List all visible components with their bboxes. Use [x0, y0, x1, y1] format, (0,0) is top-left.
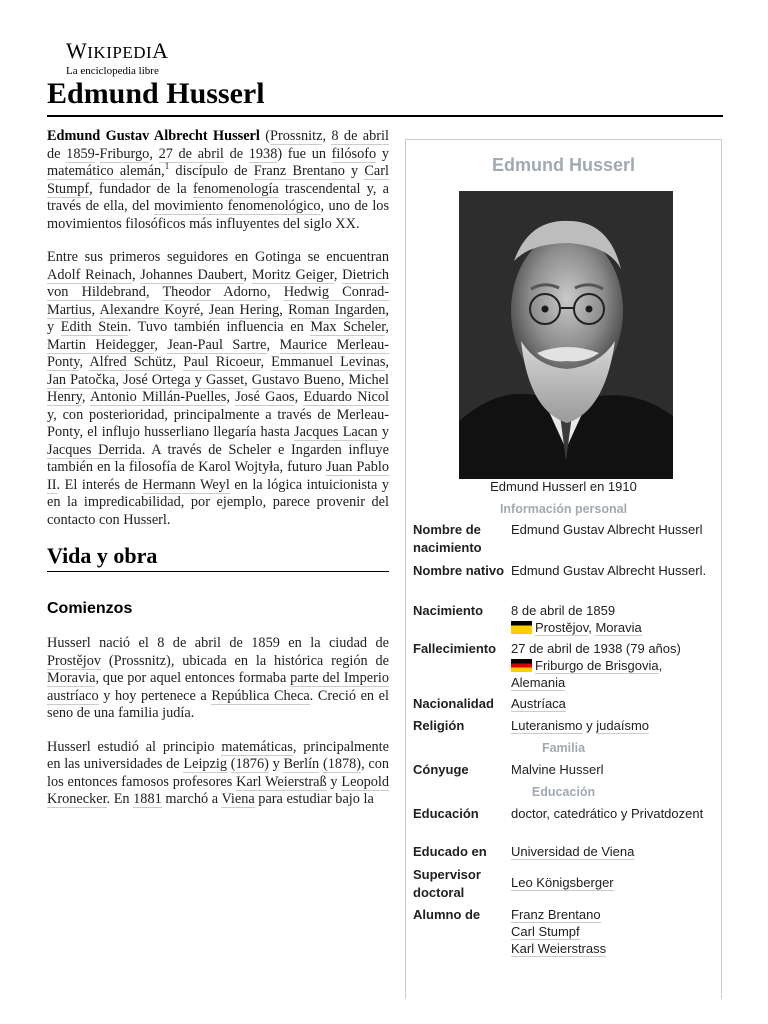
link-person[interactable]: Jean-Paul Sartre — [167, 336, 267, 353]
section-family: Familia — [541, 741, 586, 755]
link-1876[interactable]: (1876) — [230, 756, 269, 772]
portrait-caption: Edmund Husserl en 1910 — [490, 479, 637, 494]
link-person[interactable]: Michel Henry — [47, 371, 389, 405]
label-religion: Religión — [413, 718, 465, 733]
link-universidad-viena[interactable]: Universidad de Viena — [511, 844, 635, 859]
link-luteranismo[interactable]: Luteranismo — [511, 718, 583, 733]
link-person[interactable]: Jan Patočka — [47, 371, 116, 388]
link-stumpf[interactable]: Carl Stumpf — [47, 163, 389, 197]
infobox — [405, 139, 722, 999]
wikipedia-logo[interactable] — [66, 40, 169, 77]
link-prostejov[interactable]: Prostějov — [47, 652, 102, 669]
link-person[interactable]: José Gaos — [235, 389, 295, 405]
wikipedia-wordmark: WIKIPEDIA — [66, 38, 169, 63]
link-person[interactable]: Moritz Geiger — [251, 266, 334, 283]
link-person[interactable]: Alexandre Koyré — [99, 301, 201, 318]
link-teacher[interactable]: Karl Weierstrass — [511, 941, 607, 956]
link-judaismo[interactable]: judaísmo — [596, 718, 650, 733]
link-friburgo-infobox[interactable]: Friburgo de Brisgovia — [535, 658, 659, 673]
value-nombre-nativo: Edmund Gustav Albrecht Husserl. — [511, 563, 707, 578]
label-alumno-de: Alumno de — [413, 907, 481, 922]
link-1938[interactable]: 1938 — [248, 145, 278, 162]
link-person[interactable]: Johannes Daubert — [140, 266, 244, 283]
link-filosofo[interactable]: filósofo — [331, 145, 377, 162]
value-educacion: doctor, catedrático y Privatdozent — [511, 806, 704, 821]
intro-paragraph: Edmund Gustav Albrecht Husserl (Prossnitz, 8 de abril de 1859-Friburgo, 27 de abril de 1938) fue un filósofo y matemático alemán,$^1$ discípulo de Franz Brentano y Carl Stumpf, fundador de la fenomenología trascendental y, a través de ella, del movimiento fenomenológico, uno de los movimientos filosóficos más influyentes del siglo XX. — [47, 128, 390, 232]
value-nacimiento: 8 de abril de 1859 Prostějov, Moravia — [511, 602, 716, 636]
link-matematico[interactable]: matemático alemán — [47, 163, 162, 179]
value-supervisor — [511, 874, 716, 891]
link-prostejov-infobox[interactable]: Prostějov — [535, 620, 589, 635]
portrait-illustration — [459, 191, 673, 479]
label-conyuge: Cónyuge — [413, 762, 469, 777]
label-supervisor: Supervisor doctoral — [413, 867, 481, 900]
link-person[interactable]: Theodor Adorno — [162, 284, 267, 300]
link-death-date[interactable]: 27 de abril — [158, 145, 224, 162]
link-person[interactable]: Jacques Lacan — [294, 424, 378, 440]
link-viena[interactable]: Viena — [221, 791, 255, 807]
link-person[interactable]: Hedwig Conrad-Martius — [47, 284, 390, 318]
link-person[interactable]: Jacques Derrida — [47, 441, 142, 458]
label-fallecimiento: Fallecimiento — [413, 641, 497, 656]
link-teacher[interactable]: Carl Stumpf — [511, 924, 580, 939]
wikipedia-tagline: La enciclopedia libre — [66, 65, 159, 77]
link-alemania[interactable]: Alemania — [511, 675, 566, 690]
studies-paragraph: Husserl estudió al principio matemáticas, principalmente en las universidades de Leipzig (1876) y Berlín (1878), con los entonces famosos profesores Karl Weierstraß y Leopold Kronecker. En 1881 marchó a Viena para estudiar bajo la — [47, 738, 390, 807]
link-person[interactable]: Hermann Weyl — [142, 476, 230, 493]
birth-date: 8 de abril de 1859 — [511, 603, 616, 618]
value-fallecimiento: 27 de abril de 1938 (79 años) Friburgo de Brisgovia, Alemania — [511, 640, 716, 691]
value-nacionalidad — [511, 695, 716, 712]
section-personal-info: Información personal — [499, 502, 628, 516]
link-person[interactable]: Eduardo Nicol — [303, 389, 389, 405]
value-nombre-nacimiento: Edmund Gustav Albrecht Husserl — [511, 522, 703, 537]
title-divider — [47, 115, 723, 117]
link-person[interactable]: Adolf Reinach — [47, 266, 132, 283]
link-person[interactable]: Dietrich von Hildebrand — [47, 266, 389, 300]
link-konigsberger[interactable]: Leo Königsberger — [511, 875, 614, 890]
link-person[interactable]: Jean Hering — [208, 301, 280, 318]
link-fenomenologia[interactable]: fenomenología — [193, 180, 279, 197]
label-educado-en: Educado en — [413, 844, 487, 859]
link-moravia-infobox[interactable]: Moravia — [595, 620, 642, 635]
link-person[interactable]: Juan Pablo II — [47, 459, 389, 493]
link-friburgo[interactable]: Friburgo — [99, 145, 150, 162]
link-person[interactable]: Emmanuel Levinas — [271, 354, 386, 370]
subject-full-name: Edmund Gustav Albrecht Husserl — [47, 128, 260, 144]
article-body — [47, 128, 389, 825]
subsection-heading-comienzos: Comienzos — [47, 599, 133, 617]
czech-flag-icon — [511, 621, 532, 634]
link-movimiento-fenomenologico[interactable]: movimiento fenomenológico — [154, 198, 321, 214]
section-heading-vida-y-obra: Vida y obra — [47, 547, 389, 572]
link-person[interactable]: Alfred Schütz — [89, 354, 173, 370]
label-nacimiento: Nacimiento — [413, 603, 484, 618]
link-weierstrass[interactable]: Karl Weierstraß — [236, 773, 327, 790]
value-educado-en — [511, 843, 716, 860]
link-1859[interactable]: 1859 — [66, 145, 95, 162]
link-person[interactable]: Gustavo Bueno — [251, 371, 341, 388]
portrait-photo[interactable] — [459, 191, 673, 479]
label-educacion: Educación — [413, 806, 479, 821]
label-nacionalidad: Nacionalidad — [413, 696, 494, 711]
link-berlin[interactable]: Berlín — [283, 756, 320, 772]
label-nombre-nativo: Nombre nativo — [413, 563, 505, 578]
link-person[interactable]: Martin Heidegger — [47, 336, 155, 353]
page-title: Edmund Husserl — [47, 77, 265, 110]
link-leipzig[interactable]: Leipzig — [183, 756, 228, 772]
section-education: Educación — [531, 785, 596, 799]
link-person[interactable]: Antonio Millán-Puelles — [89, 389, 227, 405]
link-person[interactable]: Edith Stein — [60, 319, 128, 335]
infobox-title: Edmund Husserl — [491, 155, 636, 175]
link-austriaca[interactable]: Austríaca — [511, 696, 566, 711]
birth-paragraph: Husserl nació el 8 de abril de 1859 en la ciudad de Prostějov (Prossnitz), ubicada en la histórica región de Moravia, que por aquel entonces formaba parte del Imperio austríaco y hoy pertenece a República Checa. Creció en el seno de una familia judía. — [47, 635, 389, 721]
link-imperio-austriaco[interactable]: parte del Imperio austríaco — [47, 670, 389, 704]
followers-paragraph: Entre sus primeros seguidores en Gotinga se encuentran Adolf Reinach, Johannes Daubert, Moritz Geiger, Dietrich von Hildebrand, Theodor Adorno, Hedwig Conrad-Martius, Alexandre Koyré, Jean Hering, Roman Ingarden, y Edith Stein. Tuvo también influencia en Max Scheler, Martin Heidegger, Jean-Paul Sartre, Maurice Merleau-Ponty, Alfred Schütz, Paul Ricoeur, Emmanuel Levinas, Jan Patočka, José Ortega y Gasset, Gustavo Bueno, Michel Henry, Antonio Millán-Puelles, José Gaos, Eduardo Nicol y, con posterioridad, principalmente a través de Merleau-Ponty, el influjo husserliano llegaría hasta Jacques Lacan y Jacques Derrida. A través de Scheler e Ingarden influye también en la filosofía de Karol Wojtyła, futuro Juan Pablo II. El interés de Hermann Weyl en la lógica intuicionista y en la impredicabilidad, por ejemplo, parece provenir del contacto con Husserl. — [47, 249, 390, 528]
reference-marker[interactable]: 1 — [164, 161, 170, 172]
link-teacher[interactable]: Franz Brentano — [511, 907, 601, 922]
value-alumno-de — [511, 906, 716, 957]
link-1881[interactable]: 1881 — [133, 791, 162, 807]
link-kronecker[interactable]: Leopold Kronecker — [47, 773, 390, 807]
link-moravia[interactable]: Moravia — [47, 670, 96, 686]
link-matematicas[interactable]: matemáticas — [221, 738, 293, 755]
link-person[interactable]: Roman Ingarden — [288, 301, 386, 318]
link-brentano[interactable]: Franz Brentano — [253, 163, 345, 179]
link-prossnitz[interactable]: Prossnitz — [270, 128, 323, 144]
value-conyuge: Malvine Husserl — [511, 762, 604, 777]
link-1878[interactable]: (1878) — [322, 756, 362, 772]
link-birth-date[interactable]: 8 de abril — [331, 128, 389, 144]
link-person[interactable]: José Ortega y Gasset — [123, 371, 245, 388]
link-republica-checa[interactable]: República Checa — [211, 687, 310, 704]
death-date: 27 de abril de 1938 (79 años) — [511, 641, 681, 656]
link-person[interactable]: Max Scheler — [310, 319, 386, 335]
link-person[interactable]: Paul Ricoeur — [183, 354, 261, 370]
link-person[interactable]: Maurice Merleau-Ponty — [47, 336, 389, 370]
label-nombre-nacimiento: Nombre de nacimiento — [413, 522, 482, 555]
value-religion: Luteranismo y judaísmo — [511, 718, 650, 733]
german-flag-icon — [511, 659, 532, 672]
